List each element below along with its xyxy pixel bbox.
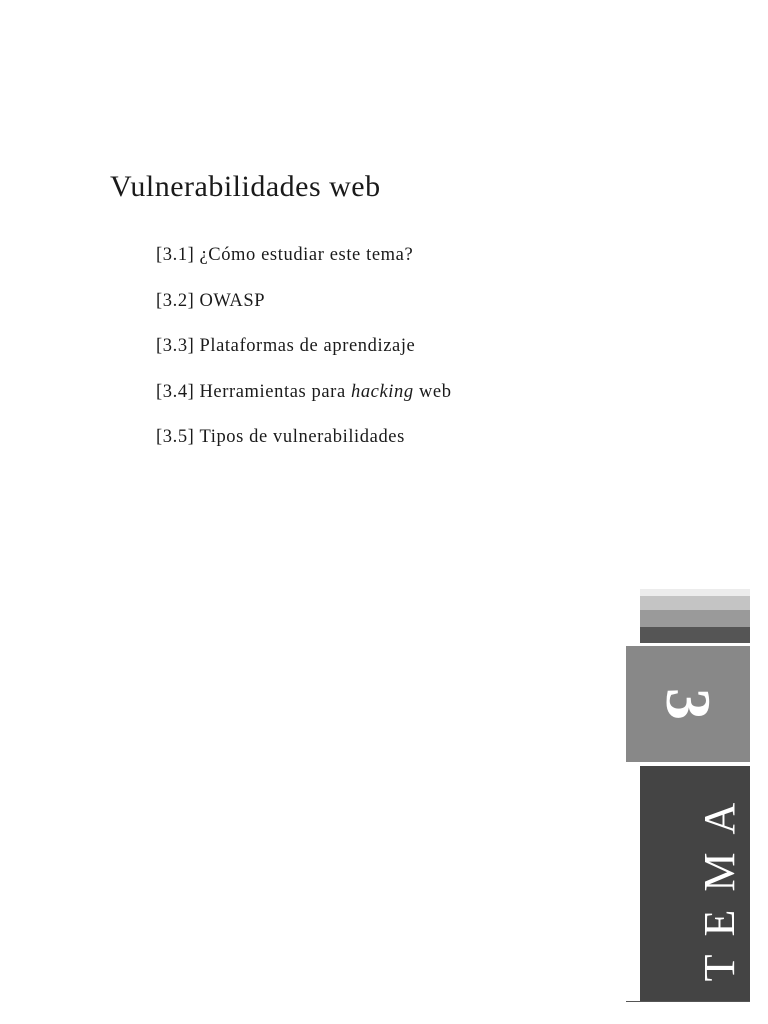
toc-text: ¿Cómo estudiar este tema? bbox=[199, 245, 414, 265]
toc-text-italic: hacking bbox=[350, 381, 414, 402]
toc-item-3-1 bbox=[156, 243, 452, 289]
chapter-label: TEMA bbox=[695, 784, 744, 982]
tab-gradient-strip bbox=[640, 610, 750, 627]
chapter-number-box bbox=[626, 646, 750, 762]
toc-number: [3.3] bbox=[156, 336, 195, 356]
chapter-number: 3 bbox=[653, 688, 724, 720]
tab-gradient-strip bbox=[640, 589, 750, 596]
toc-text: OWASP bbox=[199, 290, 266, 311]
toc-item-3-5 bbox=[156, 425, 452, 471]
tab-baseline-rule bbox=[626, 1001, 750, 1002]
toc-text: Herramientas para bbox=[199, 381, 351, 402]
toc-item-3-4 bbox=[156, 380, 452, 426]
toc-text: web bbox=[413, 381, 452, 402]
toc-text: Tipos de vulnerabilidades bbox=[199, 427, 405, 447]
toc-item-3-2 bbox=[156, 289, 452, 335]
toc-number: [3.5] bbox=[156, 427, 195, 447]
page-title: Vulnerabilidades web bbox=[110, 170, 381, 203]
tab-gradient-strip bbox=[640, 596, 750, 610]
toc-text: Plataformas de aprendizaje bbox=[199, 336, 416, 356]
toc-number: [3.1] bbox=[156, 245, 195, 265]
tab-gradient-strip bbox=[640, 627, 750, 643]
toc-number: [3.2] bbox=[156, 290, 195, 311]
chapter-label-box bbox=[640, 766, 750, 1001]
toc-item-3-3 bbox=[156, 334, 452, 380]
toc-number: [3.4] bbox=[156, 381, 195, 402]
table-of-contents bbox=[156, 243, 452, 471]
